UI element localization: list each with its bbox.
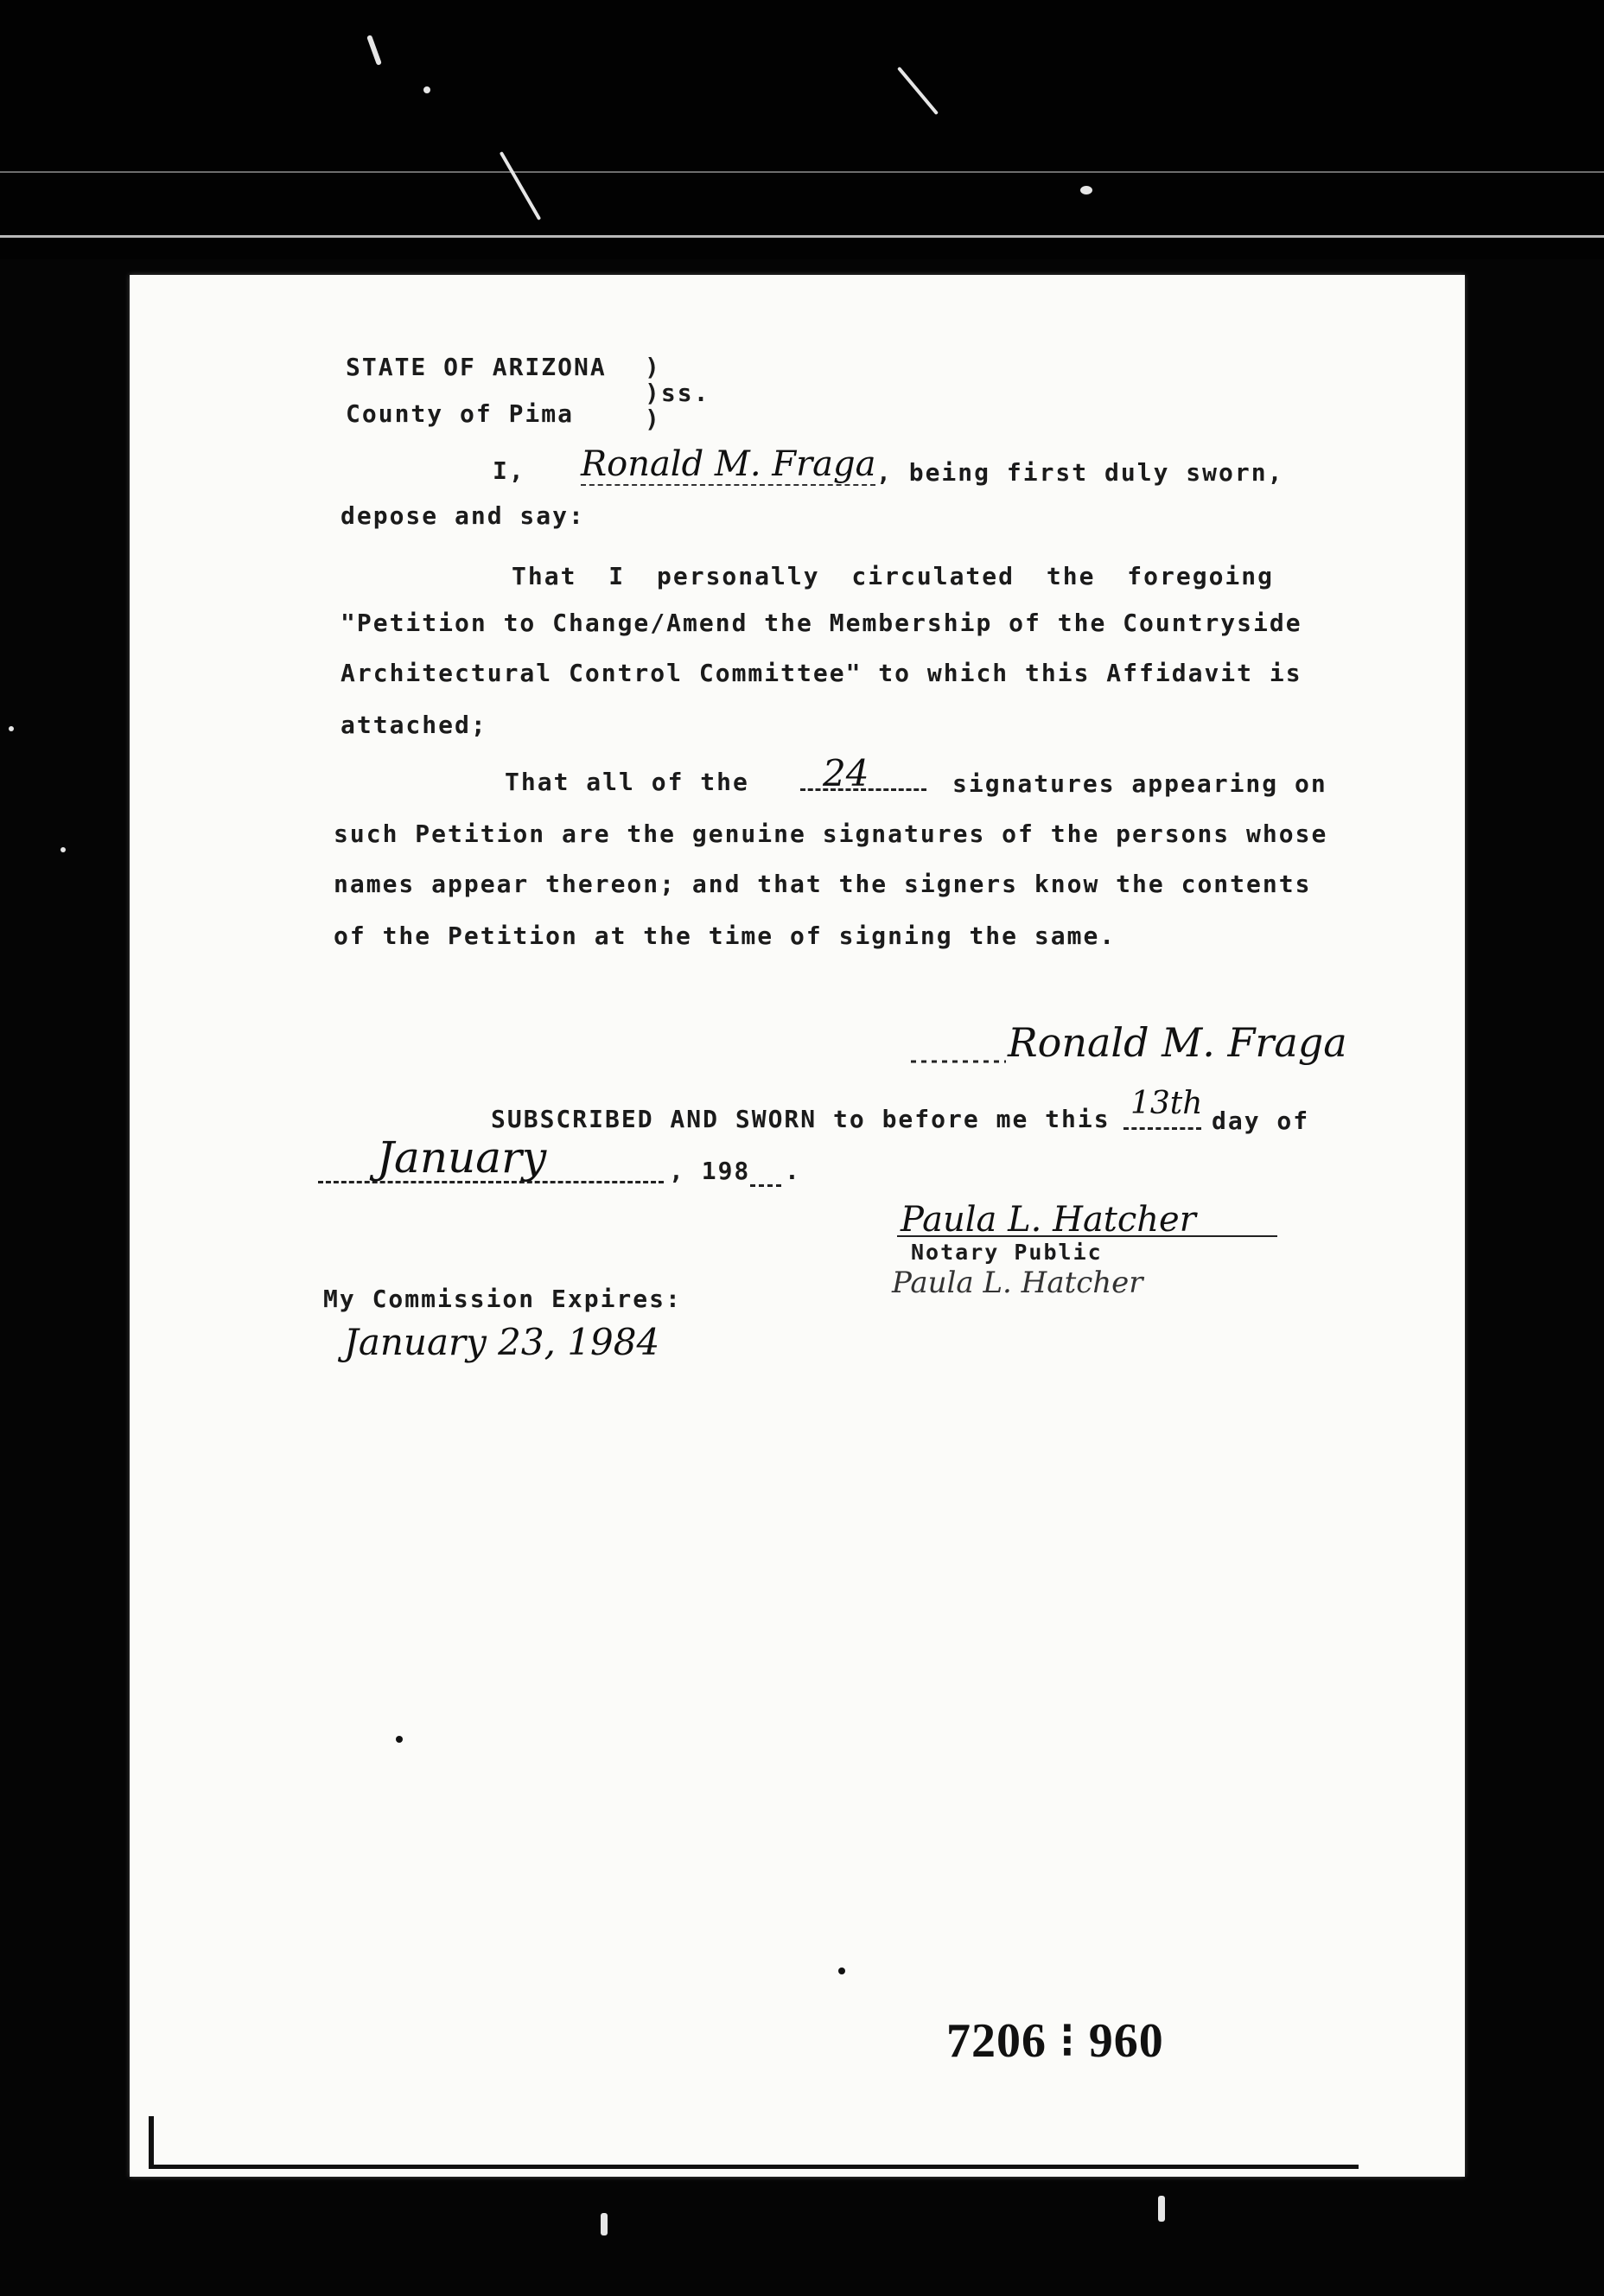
paragraph2-pre: That all of the [505, 768, 749, 796]
jurat-year-prefix: , 198 [669, 1157, 751, 1185]
paragraph1-line3: Architectural Control Committee" to which this Affidavit is [341, 659, 1302, 687]
scan-rule-bottom [0, 235, 1604, 238]
commission-label: My Commission Expires: [323, 1285, 682, 1313]
page-speck [838, 1968, 845, 1974]
scan-speck [1158, 2196, 1165, 2222]
paragraph1-line4: attached; [341, 711, 487, 739]
deponent-rest: , being first duly sworn, [876, 458, 1284, 487]
paragraph1-line2: "Petition to Change/Amend the Membership of the Countryside [341, 609, 1302, 637]
signature-count-handwritten: 24 [823, 752, 869, 794]
commission-date-handwritten: January 23, 1984 [344, 1321, 660, 1363]
page-speck [396, 1736, 403, 1743]
affidavit-page [130, 275, 1465, 2177]
paragraph2-line4: of the Petition at the time of signing the same. [334, 922, 1117, 950]
deponent-line2: depose and say: [341, 501, 585, 530]
caption-bracket-bottom: ) [645, 405, 661, 433]
corner-mark-vertical [149, 2116, 154, 2168]
caption-bracket-top: ) [645, 353, 661, 381]
scan-speck [60, 847, 66, 852]
scan-border [0, 0, 1604, 259]
deponent-name-handwritten: Ronald M. Fraga [581, 444, 876, 484]
caption-state: STATE OF ARIZONA [346, 353, 607, 381]
paragraph1-line1: That I personally circulated the foregoing [512, 562, 1274, 590]
svg-text:Paula L. Hatcher: Paula L. Hatcher [901, 1200, 1196, 1240]
scan-speck [1080, 186, 1092, 195]
jurat-day-handwritten: 13th [1130, 1086, 1203, 1121]
svg-text:Ronald M. Fraga: Ronald M. Fraga [1008, 1019, 1347, 1066]
jurat-post: day of [1212, 1107, 1310, 1135]
caption-ss: )ss. [645, 379, 710, 407]
scan-speck [9, 726, 14, 731]
deponent-lead: I, [493, 456, 525, 485]
jurat-month-handwritten: January [377, 1132, 547, 1183]
notary-printed-name: Paula L. Hatcher [892, 1266, 1143, 1300]
scan-rule-top [0, 171, 1604, 173]
corner-mark-horizontal [149, 2165, 1359, 2169]
paragraph2-post: signatures appearing on [952, 769, 1327, 798]
jurat-year-blank [750, 1157, 781, 1187]
scan-speck [423, 86, 430, 93]
jurat-pre: SUBSCRIBED AND SWORN to before me this [491, 1105, 1111, 1133]
scan-speck [601, 2213, 608, 2235]
paragraph2-line3: names appear thereon; and that the signers know the contents [334, 870, 1312, 898]
jurat-year-suffix: . [785, 1157, 801, 1185]
affiant-signature [911, 1001, 1347, 1079]
paragraph2-line2: such Petition are the genuine signatures of the persons whose [334, 820, 1328, 848]
notary-title: Notary Public [911, 1240, 1103, 1265]
recording-stamp: 7206 ⁝ 960 [946, 2014, 1164, 2068]
caption-county: County of Pima [346, 399, 575, 428]
